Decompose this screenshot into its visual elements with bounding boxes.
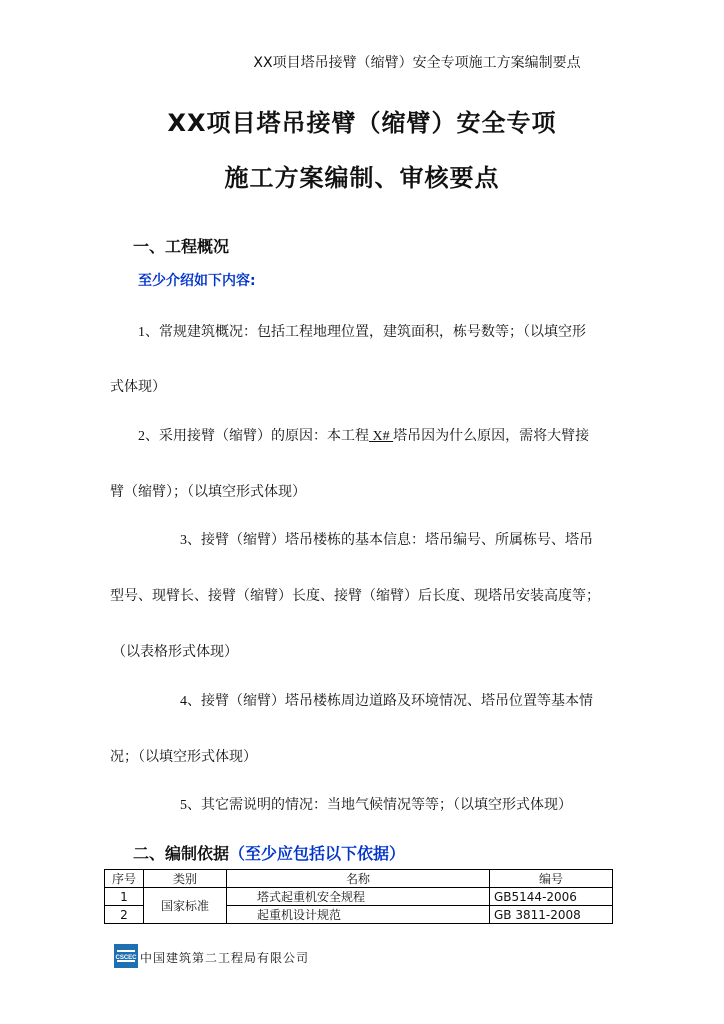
table-cell-name: 起重机设计规范: [227, 906, 490, 924]
running-header: XX项目塔吊接臂（缩臂）安全专项施工方案编制要点: [253, 55, 581, 71]
table-header-index: 序号: [105, 870, 144, 888]
item-4-line2: 况；（以填空形式体现）: [110, 749, 257, 765]
item-2-blank: X#: [369, 429, 394, 444]
table-header-code: 编号: [490, 870, 613, 888]
standards-table: [104, 869, 613, 924]
item-5-number: 5: [180, 798, 187, 813]
table-row: [105, 888, 613, 906]
table-header-category: 类别: [144, 870, 227, 888]
item-3-text: 、接臂（缩臂）塔吊楼栋的基本信息：塔吊编号、所属栋号、塔吊: [187, 532, 593, 548]
table-cell-code: GB 3811-2008: [490, 906, 613, 924]
item-4-line1: [180, 690, 593, 710]
table-header-row: [105, 870, 613, 888]
logo-text: CSCEC: [115, 955, 137, 961]
item-5-text: 、其它需说明的情况：当地气候情况等等；（以填空形式体现）: [187, 797, 572, 813]
section1-heading: 一、工程概况: [133, 237, 230, 256]
item-4-text: 、接臂（缩臂）塔吊楼栋周边道路及环境情况、塔吊位置等基本情: [187, 693, 593, 709]
item-2-text-post: 塔吊因为什么原因，需将大臂接: [393, 428, 590, 444]
item-3-line2: 型号、现臂长、接臂（缩臂）长度、接臂（缩臂）后长度、现塔吊安装高度等；: [110, 588, 600, 604]
item-2-line2: 臂（缩臂）；（以填空形式体现）: [110, 484, 306, 500]
item-2-line1: [138, 425, 589, 445]
item-5-line1: [180, 794, 572, 814]
item-3-number: 3: [180, 533, 187, 548]
table-cell-code: GB5144-2006: [490, 888, 613, 906]
item-1-line1: [138, 321, 586, 341]
table-cell-category: 国家标准: [144, 888, 227, 924]
item-1-line2: 式体现）: [110, 379, 166, 395]
table-cell-index: 2: [105, 906, 144, 924]
item-1-text: 、常规建筑概况：包括工程地理位置，建筑面积，栋号数等；（以填空形: [145, 324, 586, 340]
item-4-number: 4: [180, 694, 187, 709]
item-2-number: 2: [138, 429, 145, 444]
item-3-line3: （以表格形式体现）: [112, 644, 238, 660]
item-1-number: 1: [138, 325, 145, 340]
page-title-line2: 施工方案编制、审核要点: [224, 164, 500, 192]
table-header-name: 名称: [227, 870, 490, 888]
footer-company: 中国建筑第二工程局有限公司: [140, 951, 310, 965]
table-cell-index: 1: [105, 888, 144, 906]
item-3-line1: [180, 529, 593, 549]
item-2-text-pre: 、采用接臂（缩臂）的原因：本工程: [145, 428, 369, 444]
section1-intro: 至少介绍如下内容:: [138, 273, 256, 289]
section2-heading-text: 二、编制依据: [133, 844, 230, 863]
section2-heading-note: （至少应包括以下依据）: [229, 844, 406, 863]
table-cell-name: 塔式起重机安全规程: [227, 888, 490, 906]
section2-heading: [133, 841, 405, 864]
company-logo-icon: [114, 944, 138, 968]
page-title-line1: XX项目塔吊接臂（缩臂）安全专项: [167, 109, 557, 137]
